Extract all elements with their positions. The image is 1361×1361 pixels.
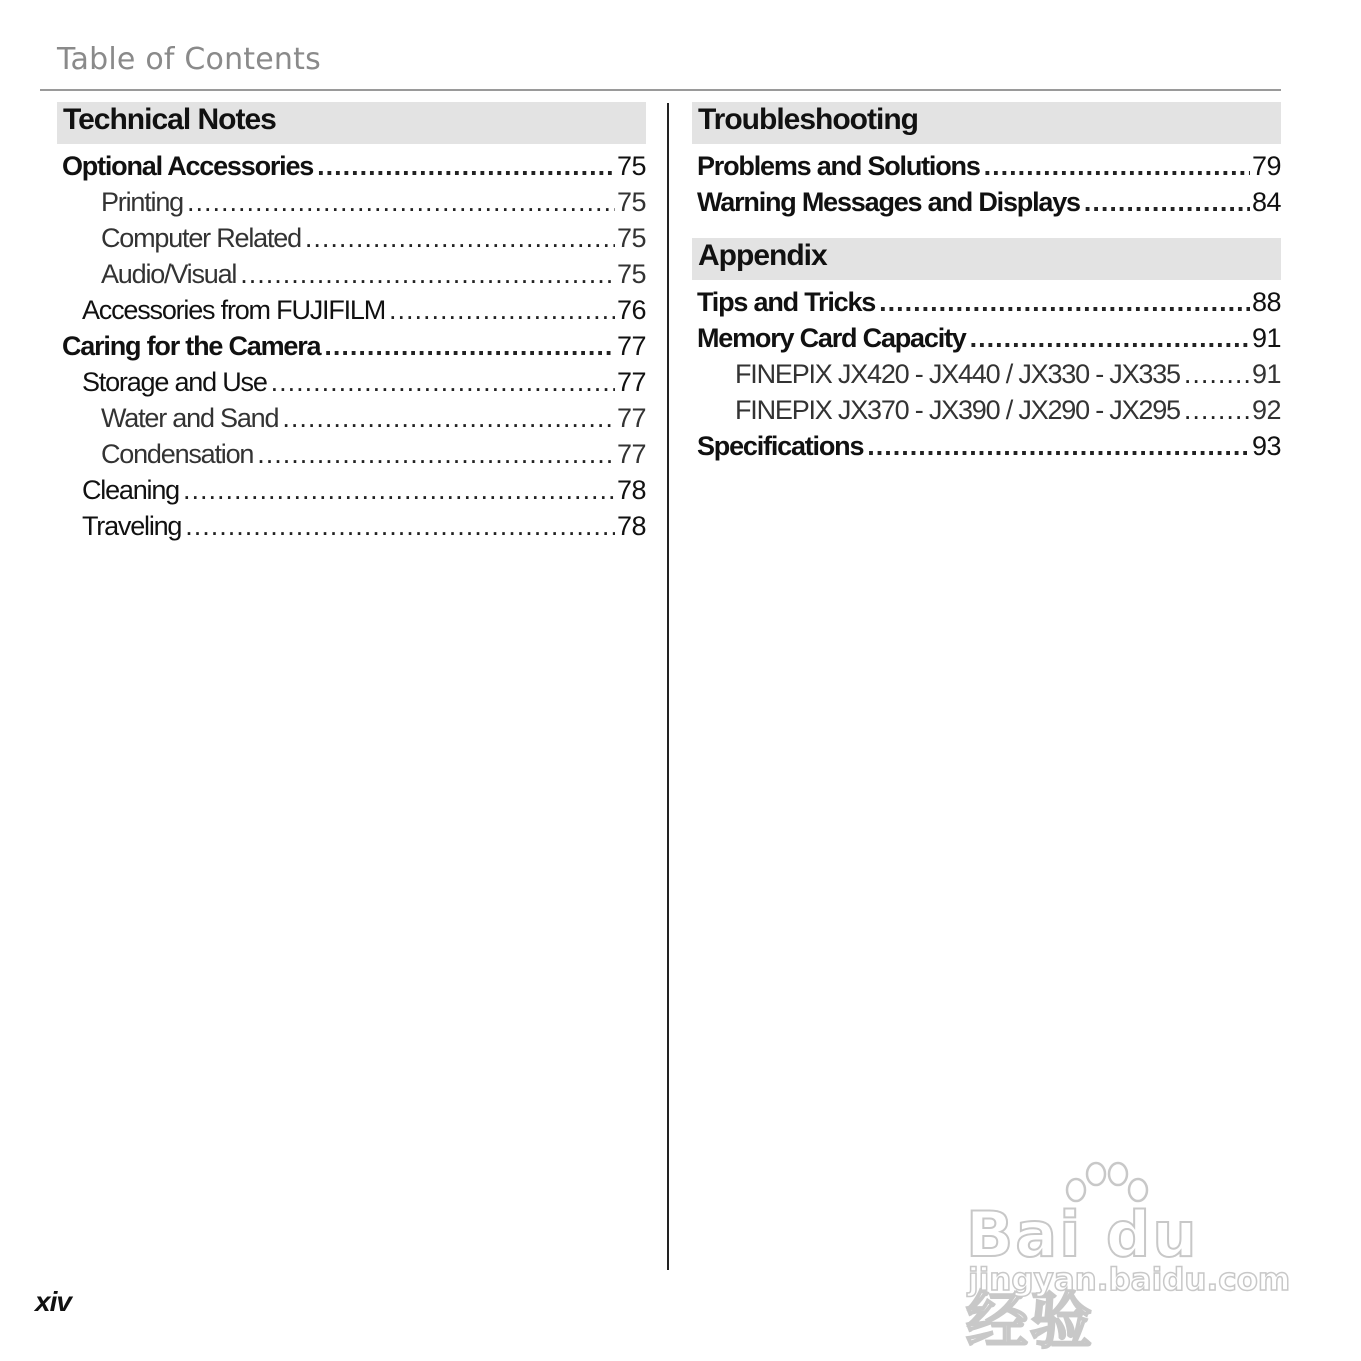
dot-leader	[879, 284, 1250, 320]
toc-entry-finepix-jx420-jx440[interactable]: FINEPIX JX420 - JX440 / JX330 - JX335 ..... 91	[692, 356, 1281, 392]
toc-entry-storage-and-use[interactable]: Storage and Use ..... 77	[57, 364, 646, 400]
toc-entry-condensation[interactable]: Condensation ..... 77	[57, 436, 646, 472]
watermark-logo-text: Bai du 经验	[966, 1198, 1199, 1357]
toc-entry-optional-accessories[interactable]: Optional Accessories ..... 75	[57, 148, 646, 184]
section-heading-troubleshooting: Troubleshooting	[692, 102, 1281, 144]
dot-leader	[183, 472, 615, 508]
dot-leader	[305, 220, 615, 256]
toc-entry-accessories-from-fujifilm[interactable]: Accessories from FUJIFILM ..... 76	[57, 292, 646, 328]
dot-leader	[389, 292, 615, 328]
section-heading-technical-notes: Technical Notes	[57, 102, 646, 144]
dot-leader	[1184, 356, 1250, 392]
toc-entry-computer-related[interactable]: Computer Related ..... 75	[57, 220, 646, 256]
toc-entry-cleaning[interactable]: Cleaning ..... 78	[57, 472, 646, 508]
toc-entry-specifications[interactable]: Specifications ..... 93	[692, 428, 1281, 464]
dot-leader	[240, 256, 615, 292]
dot-leader	[257, 436, 615, 472]
toc-entry-tips-and-tricks[interactable]: Tips and Tricks ..... 88	[692, 284, 1281, 320]
toc-entry-problems-and-solutions[interactable]: Problems and Solutions ..... 79	[692, 148, 1281, 184]
dot-leader	[867, 428, 1250, 464]
dot-leader	[970, 320, 1250, 356]
dot-leader	[271, 364, 615, 400]
section-heading-appendix: Appendix	[692, 238, 1281, 280]
toc-entry-audio-visual[interactable]: Audio/Visual ..... 75	[57, 256, 646, 292]
section-spacer	[692, 220, 1281, 238]
toc-left-column	[57, 102, 646, 544]
column-divider	[667, 103, 669, 1270]
header-rule	[40, 89, 1281, 91]
toc-right-column	[692, 102, 1281, 464]
dot-leader	[187, 184, 615, 220]
page-number: xiv	[35, 1286, 71, 1317]
dot-leader	[324, 328, 615, 364]
toc-entry-finepix-jx370-jx390[interactable]: FINEPIX JX370 - JX390 / JX290 - JX295 ..... 92	[692, 392, 1281, 428]
toc-entry-water-and-sand[interactable]: Water and Sand ..... 77	[57, 400, 646, 436]
toc-entry-caring-for-the-camera[interactable]: Caring for the Camera ..... 77	[57, 328, 646, 364]
toc-entry-memory-card-capacity[interactable]: Memory Card Capacity ..... 91	[692, 320, 1281, 356]
dot-leader	[1184, 392, 1250, 428]
baidu-watermark	[966, 1160, 1291, 1357]
toc-entry-traveling[interactable]: Traveling ..... 78	[57, 508, 646, 544]
page-title: Table of Contents	[57, 42, 321, 77]
dot-leader	[317, 148, 615, 184]
toc-entry-printing[interactable]: Printing ..... 75	[57, 184, 646, 220]
dot-leader	[1084, 184, 1250, 220]
watermark-url: jingyan.baidu.com	[968, 1262, 1291, 1298]
dot-leader	[282, 400, 615, 436]
toc-entry-warning-messages-and-displays[interactable]: Warning Messages and Displays ..... 84	[692, 184, 1281, 220]
dot-leader	[185, 508, 615, 544]
dot-leader	[984, 148, 1250, 184]
